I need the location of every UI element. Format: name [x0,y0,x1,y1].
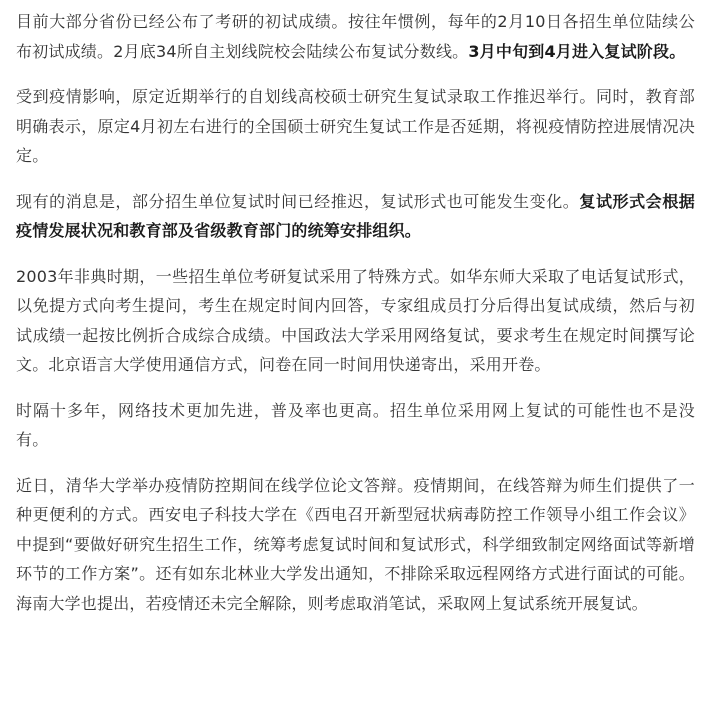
paragraph-bold-text: 3月中旬到4月进入复试阶段。 [468,41,686,61]
paragraph-text: 时隔十多年，网络技术更加先进，普及率也更高。招生单位采用网上复试的可能性也不是没有。 [16,400,695,449]
paragraph-text: 受到疫情影响，原定近期举行的自划线高校硕士研究生复试录取工作推迟举行。同时，教育部明确表示，原定4月初左右进行的全国硕士研究生复试工作是否延期，将视疫情防控进展情况决定。 [16,87,695,165]
paragraph-text: 目前大部分省份已经公布了考研的初试成绩。按往年惯例，每年的2月10日各招生单位陆续公布初试成绩。2月底34所自主划线院校会陆续公布复试分数线。 [16,12,695,61]
paragraph-exam-results [16,7,695,66]
paragraph-sars-2003 [16,262,695,380]
paragraph-epidemic-delay [16,82,695,171]
article-body [16,7,695,634]
paragraph-network-technology [16,396,695,455]
paragraph-current-news [16,187,695,246]
paragraph-text: 2003年非典时期，一些招生单位考研复试采用了特殊方式。如华东师大采取了电话复试形式，以免提方式向考生提问，考生在规定时间内回答，专家组成员打分后得出复试成绩，然后与初试成绩一起按比例折合成综合成绩。中国政法大学采用网络复试，要求考生在规定时间撰写论文。北京语言大学使用通信方式，问卷在同一时间用快递寄出，采用开卷。 [16,266,695,374]
paragraph-text: 现有的消息是，部分招生单位复试时间已经推迟，复试形式也可能发生变化。 [16,191,580,211]
paragraph-online-defense [16,471,695,619]
paragraph-bold-text: 复试形式会根据疫情发展状况和教育部及省级教育部门的统筹安排组织。 [16,191,695,240]
paragraph-text: 近日，清华大学举办疫情防控期间在线学位论文答辩。疫情期间，在线答辩为师生们提供了一种更便利的方式。西安电子科技大学在《西电召开新型冠状病毒防控工作领导小组工作会议》中提到“要做好研究生招生工作，统筹考虑复试时间和复试形式，科学细致制定网络面试等新增环节的工作方案”。还有如东北林业大学发出通知，不排除采取远程网络方式进行面试的可能。海南大学也提出，若疫情还未完全解除，则考虑取消笔试，采取网上复试系统开展复试。 [16,475,695,613]
